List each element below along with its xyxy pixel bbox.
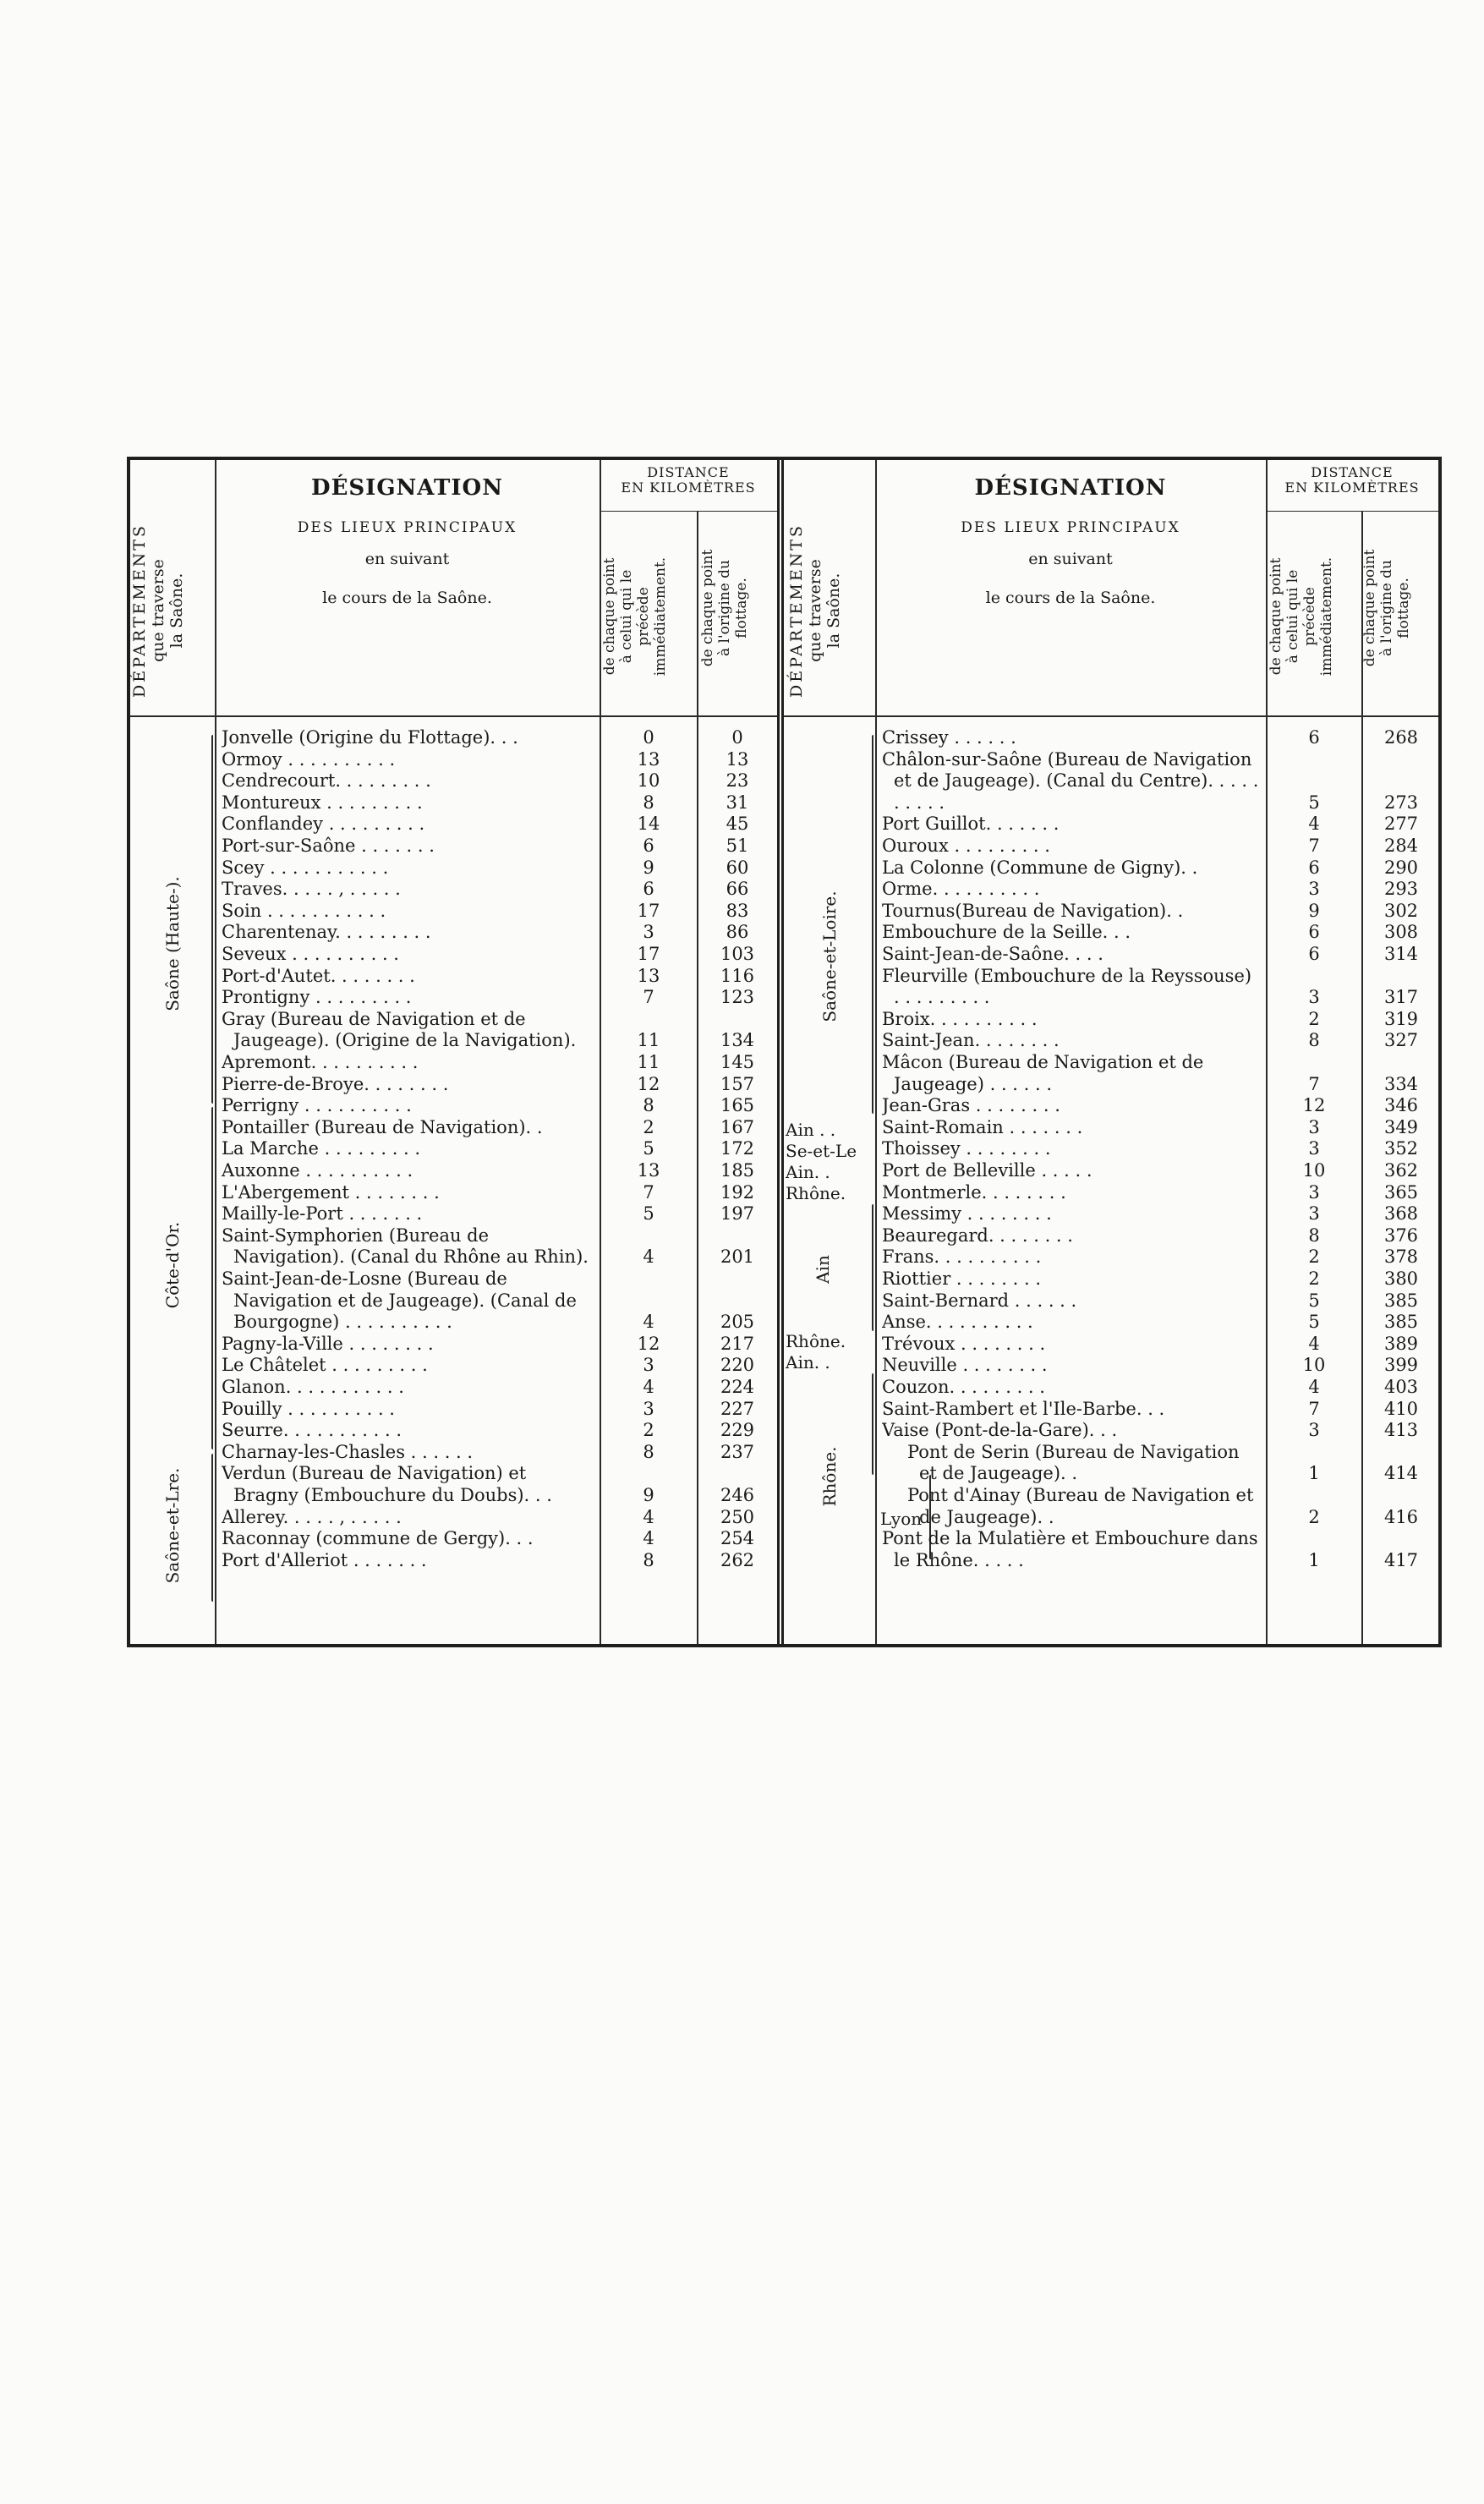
table-row: [784, 1485, 1438, 1528]
place-name: Ouroux . . . . . . . . .: [882, 836, 1050, 856]
place-name: Broix. . . . . . . . . .: [882, 1008, 1038, 1029]
table-row: [784, 1268, 1438, 1290]
table-row: [130, 1507, 777, 1529]
distance-prev: 3: [643, 922, 654, 943]
distance-prev: 6: [1308, 857, 1320, 878]
place-name: Trévoux . . . . . . . .: [882, 1333, 1046, 1354]
place-name: Port de Belleville . . . . .: [882, 1160, 1092, 1181]
distance-prev: 4: [1308, 1333, 1320, 1354]
table-row: [130, 1420, 777, 1442]
table-row: [784, 1160, 1438, 1182]
place-name: Montureux . . . . . . . . .: [222, 792, 423, 813]
place-name: Conflandey . . . . . . . . .: [222, 814, 425, 835]
distance-prev: 10: [637, 770, 660, 792]
place-name: Pagny-la-Ville . . . . . . . .: [222, 1333, 434, 1354]
table-row: [784, 966, 1438, 1009]
distance-origin: 290: [1383, 857, 1419, 878]
table-row: [784, 1399, 1438, 1421]
place-name: Saint-Jean-de-Losne (Bureau de Navigation et de Jaugeage). (Canal de Bourgogne) . . . . . . . . . .: [222, 1268, 577, 1333]
distance-prev: 6: [643, 879, 654, 900]
table-row: [130, 1377, 777, 1399]
distance-prev: 7: [643, 987, 654, 1008]
table-row: [130, 836, 777, 857]
distance-prev: 8: [1308, 1030, 1320, 1051]
table-row: [130, 1095, 777, 1117]
place-name: Gray (Bureau de Navigation et de Jaugeage). (Origine de la Navigation).: [222, 1008, 577, 1051]
dept-ain-3: Ain: [813, 1255, 833, 1284]
distance-prev: 14: [637, 814, 660, 835]
table-row: [784, 879, 1438, 901]
distance-prev: 3: [1308, 1181, 1320, 1203]
distance-prev: 3: [643, 1355, 654, 1376]
distance-header-right: DISTANCE EN KILOMÈTRES: [1284, 464, 1420, 496]
distance-origin: 317: [1383, 987, 1419, 1008]
distance-origin: 205: [720, 1312, 755, 1333]
table-row: [130, 966, 777, 988]
distance-origin: 385: [1383, 1290, 1419, 1311]
distance-origin: 334: [1383, 1073, 1419, 1094]
place-name: Couzon. . . . . . . . .: [882, 1377, 1045, 1397]
table-row: [784, 1052, 1438, 1095]
place-name: Châlon-sur-Saône (Bureau de Navigation et de Jaugeage). (Canal du Centre). . . . . . . . . .: [882, 748, 1259, 813]
table-row: [784, 1182, 1438, 1204]
place-name: Frans. . . . . . . . . .: [882, 1247, 1042, 1268]
distance-prev: 7: [643, 1181, 654, 1203]
distance-origin: 103: [720, 944, 755, 964]
distance-origin: 378: [1383, 1247, 1419, 1268]
designation-header: DÉSIGNATION DES LIEUX PRINCIPAUX en suivant le cours de la Saône.: [297, 475, 517, 607]
table-row: [130, 1203, 777, 1225]
place-name: Embouchure de la Seille. . .: [882, 922, 1131, 943]
place-name: Port-sur-Saône . . . . . . .: [222, 836, 435, 856]
table-row: [784, 1225, 1438, 1247]
table-row: [784, 1247, 1438, 1268]
distance-origin: 319: [1383, 1008, 1419, 1029]
distance-origin: 284: [1383, 836, 1419, 856]
place-name: Messimy . . . . . . . .: [882, 1203, 1052, 1225]
table-row: [130, 749, 777, 771]
distance-prev: 5: [1308, 1290, 1320, 1311]
distance-origin: 417: [1383, 1549, 1419, 1570]
distance-origin: 237: [720, 1441, 755, 1462]
distance-prev: 5: [643, 1203, 654, 1225]
distance-prev: 11: [637, 1030, 660, 1051]
distance-origin: 83: [726, 900, 749, 921]
distance-origin: 60: [726, 857, 749, 878]
dept-saone-et-loire-right: Saône-et-Loire.: [819, 890, 840, 1022]
distance-prev: 2: [1308, 1008, 1320, 1029]
place-name: Pierre-de-Broye. . . . . . . .: [222, 1073, 449, 1094]
distance-prev: 6: [1308, 727, 1320, 748]
distance-origin: 224: [720, 1377, 755, 1397]
distance-prev: 2: [643, 1116, 654, 1137]
place-name: Neuville . . . . . . . .: [882, 1355, 1048, 1376]
place-name: Cendrecourt. . . . . . . . .: [222, 770, 431, 792]
distance-origin: 157: [720, 1073, 755, 1094]
place-name: Tournus(Bureau de Navigation). .: [882, 900, 1184, 921]
distance-prev: 3: [1308, 987, 1320, 1008]
table-row: [130, 814, 777, 836]
distance-origin: 217: [720, 1333, 755, 1354]
dept-col-header-right: DÉPARTEMENTS que traverse la Saône.: [787, 523, 843, 699]
distance-origin: 403: [1383, 1377, 1419, 1397]
place-name: Riottier . . . . . . . .: [882, 1268, 1042, 1289]
table-row: [784, 1138, 1438, 1160]
table-row: [130, 1052, 777, 1074]
distance-origin: 165: [720, 1095, 755, 1116]
dept-haute-saone: Saône (Haute-).: [162, 876, 183, 1011]
distance-origin: 227: [720, 1398, 755, 1419]
table-row: [130, 1334, 777, 1356]
table-row: [784, 922, 1438, 944]
distance-origin: 31: [726, 792, 749, 813]
dept-rhone-2: Rhône.: [786, 1331, 846, 1351]
place-name: Saint-Bernard . . . . . .: [882, 1290, 1077, 1311]
table-row: [130, 1463, 777, 1506]
col-prev-header: de chaque point à celui qui le précède immédiatement.: [601, 556, 669, 677]
distance-origin: 410: [1383, 1398, 1419, 1419]
place-name: Mâcon (Bureau de Navigation et de Jaugeage) . . . . . .: [882, 1052, 1204, 1094]
place-name: Le Châtelet . . . . . . . . .: [222, 1355, 428, 1376]
place-name: Thoissey . . . . . . . .: [882, 1138, 1051, 1159]
place-name: L'Abergement . . . . . . . .: [222, 1181, 440, 1203]
table-row: [130, 879, 777, 901]
place-name: Pontailler (Bureau de Navigation). .: [222, 1116, 543, 1137]
distance-prev: 4: [643, 1528, 654, 1549]
table-row: [784, 1203, 1438, 1225]
distance-prev: 6: [1308, 944, 1320, 964]
col-orig-header: de chaque point à l'origine du flottage.: [699, 549, 750, 667]
distance-origin: 346: [1383, 1095, 1419, 1116]
distance-origin: 308: [1383, 922, 1419, 943]
dept-rhone-3: Rhône.: [819, 1446, 840, 1507]
distance-prev: 3: [1308, 1420, 1320, 1441]
dept-ain-1: Ain . .: [786, 1120, 836, 1140]
distance-prev: 17: [637, 900, 660, 921]
place-name: Glanon. . . . . . . . . . .: [222, 1377, 404, 1397]
distance-table: [127, 457, 1442, 1647]
place-name: Pouilly . . . . . . . . . .: [222, 1398, 395, 1419]
dept-saone-et-loire: Saône-et-Lre.: [162, 1467, 183, 1584]
place-name: Allerey. . . . . , . . . . .: [222, 1506, 402, 1527]
place-name: Saint-Jean-de-Saône. . . .: [882, 944, 1103, 964]
left-half: [130, 460, 777, 1644]
distance-prev: 7: [1308, 1073, 1320, 1094]
distance-prev: 10: [1302, 1160, 1326, 1181]
distance-prev: 8: [643, 1549, 654, 1570]
table-row: [784, 1009, 1438, 1031]
distance-prev: 5: [643, 1138, 654, 1159]
distance-origin: 229: [720, 1420, 755, 1441]
distance-prev: 12: [637, 1073, 660, 1094]
distance-prev: 3: [1308, 1116, 1320, 1137]
place-name: Port d'Alleriot . . . . . . .: [222, 1549, 427, 1570]
distance-prev: 13: [637, 748, 660, 770]
distance-prev: 9: [643, 857, 654, 878]
distance-origin: 116: [720, 965, 755, 986]
distance-origin: 201: [720, 1247, 755, 1268]
distance-prev: 9: [1308, 900, 1320, 921]
place-name: Saint-Rambert et l'Ile-Barbe. . .: [882, 1398, 1165, 1419]
place-name: Anse. . . . . . . . . .: [882, 1312, 1033, 1333]
table-row: [784, 727, 1438, 749]
distance-origin: 13: [726, 748, 749, 770]
place-name: Charnay-les-Chasles . . . . . .: [222, 1441, 474, 1462]
place-name: Apremont. . . . . . . . . .: [222, 1052, 419, 1072]
place-name: Montmerle. . . . . . . .: [882, 1181, 1066, 1203]
distance-prev: 5: [1308, 1312, 1320, 1333]
place-name: Pont de la Mulatière et Embouchure dans le Rhône. . . . .: [882, 1528, 1258, 1570]
table-row: [784, 1355, 1438, 1377]
table-row: [784, 1117, 1438, 1139]
place-name: Mailly-le-Port . . . . . . .: [222, 1203, 423, 1225]
distance-prev: 13: [637, 1160, 660, 1181]
distance-prev: 12: [1302, 1095, 1326, 1116]
dept-lyon: Lyon: [880, 1509, 923, 1529]
distance-prev: 1: [1308, 1463, 1320, 1484]
col-prev-header-right: de chaque point à celui qui le précède immédiatement.: [1268, 556, 1335, 677]
table-row: [130, 770, 777, 792]
distance-prev: 3: [1308, 1203, 1320, 1225]
place-name: Saint-Romain . . . . . . .: [882, 1116, 1083, 1137]
place-name: Jean-Gras . . . . . . . .: [882, 1095, 1060, 1116]
distance-origin: 293: [1383, 879, 1419, 900]
table-row: [784, 1334, 1438, 1356]
distance-origin: 413: [1383, 1420, 1419, 1441]
distance-prev: 17: [637, 944, 660, 964]
distance-origin: 45: [726, 814, 749, 835]
distance-origin: 86: [726, 922, 749, 943]
distance-origin: 246: [720, 1484, 755, 1505]
place-name: Pont d'Ainay (Bureau de Navigation et de Jaugeage). .: [907, 1485, 1254, 1527]
table-row: [784, 814, 1438, 836]
distance-prev: 10: [1302, 1355, 1326, 1376]
distance-origin: 167: [720, 1116, 755, 1137]
distance-origin: 365: [1383, 1181, 1419, 1203]
place-name: Auxonne . . . . . . . . . .: [222, 1160, 413, 1181]
middle-separator: [777, 460, 784, 1644]
distance-prev: 8: [1308, 1225, 1320, 1246]
distance-prev: 12: [637, 1333, 660, 1354]
dept-rhone-1: Rhône.: [786, 1183, 846, 1203]
dept-ain-2: Ain. .: [786, 1162, 830, 1182]
place-name: Crissey . . . . . .: [882, 727, 1016, 748]
table-row: [784, 1442, 1438, 1485]
distance-prev: 8: [643, 1095, 654, 1116]
distance-origin: 145: [720, 1052, 755, 1072]
table-row: [784, 1528, 1438, 1571]
place-name: Port-d'Autet. . . . . . . .: [222, 965, 415, 986]
table-row: [784, 1420, 1438, 1442]
place-name: Perrigny . . . . . . . . . .: [222, 1095, 412, 1116]
right-half: [784, 460, 1438, 1644]
distance-origin: 268: [1383, 727, 1419, 748]
place-name: Jonvelle (Origine du Flottage). . .: [222, 727, 518, 748]
table-row: [130, 1117, 777, 1139]
distance-prev: 3: [1308, 879, 1320, 900]
place-name: La Colonne (Commune de Gigny). .: [882, 857, 1198, 878]
place-name: Prontigny . . . . . . . . .: [222, 987, 412, 1008]
place-name: Orme. . . . . . . . . .: [882, 879, 1040, 900]
distance-prev: 4: [643, 1506, 654, 1527]
distance-origin: 250: [720, 1506, 755, 1527]
table-row: [130, 1399, 777, 1421]
table-row: [130, 987, 777, 1009]
table-row: [784, 1095, 1438, 1117]
table-row: [784, 749, 1438, 814]
place-name: Saint-Symphorien (Bureau de Navigation). (Canal du Rhône au Rhin).: [222, 1225, 589, 1268]
distance-origin: 262: [720, 1549, 755, 1570]
place-name: Ormoy . . . . . . . . . .: [222, 748, 396, 770]
distance-origin: 134: [720, 1030, 755, 1051]
table-row: [130, 1355, 777, 1377]
distance-prev: 6: [1308, 922, 1320, 943]
distance-prev: 8: [643, 1441, 654, 1462]
table-row: [784, 857, 1438, 879]
distance-prev: 4: [643, 1377, 654, 1397]
place-name: La Marche . . . . . . . . .: [222, 1138, 421, 1159]
distance-prev: 2: [1308, 1506, 1320, 1527]
distance-origin: 389: [1383, 1333, 1419, 1354]
distance-origin: 66: [726, 879, 749, 900]
place-name: Traves. . . . . , . . . . .: [222, 879, 401, 900]
distance-origin: 273: [1383, 792, 1419, 813]
distance-prev: 4: [1308, 814, 1320, 835]
place-name: Charentenay. . . . . . . . .: [222, 922, 431, 943]
designation-header-right: DÉSIGNATION DES LIEUX PRINCIPAUX en suivant le cours de la Saône.: [961, 475, 1180, 607]
table-row: [784, 901, 1438, 923]
table-row: [130, 1074, 777, 1096]
distance-prev: 2: [1308, 1268, 1320, 1289]
place-name: Soin . . . . . . . . . . .: [222, 900, 386, 921]
table-row: [130, 1550, 777, 1572]
table-row: [130, 1225, 777, 1268]
place-name: Pont de Serin (Bureau de Navigation et de Jaugeage). .: [907, 1441, 1240, 1484]
distance-origin: 368: [1383, 1203, 1419, 1225]
distance-prev: 3: [643, 1398, 654, 1419]
distance-origin: 51: [726, 836, 749, 856]
distance-prev: 13: [637, 965, 660, 986]
distance-prev: 5: [1308, 792, 1320, 813]
table-row: [130, 1528, 777, 1550]
table-row: [130, 901, 777, 923]
table-row: [130, 1182, 777, 1204]
table-row: [784, 1030, 1438, 1052]
distance-origin: 362: [1383, 1160, 1419, 1181]
distance-origin: 327: [1383, 1030, 1419, 1051]
distance-prev: 4: [643, 1247, 654, 1268]
distance-prev: 8: [643, 792, 654, 813]
table-row: [784, 1290, 1438, 1312]
distance-prev: 1: [1308, 1549, 1320, 1570]
distance-origin: 376: [1383, 1225, 1419, 1246]
distance-origin: 314: [1383, 944, 1419, 964]
distance-prev: 6: [643, 836, 654, 856]
distance-origin: 172: [720, 1138, 755, 1159]
distance-origin: 197: [720, 1203, 755, 1225]
place-name: Saint-Jean. . . . . . . .: [882, 1030, 1060, 1051]
distance-origin: 349: [1383, 1116, 1419, 1137]
table-row: [130, 922, 777, 944]
distance-prev: 4: [1308, 1377, 1320, 1397]
distance-origin: 414: [1383, 1463, 1419, 1484]
table-row: [130, 792, 777, 814]
distance-origin: 416: [1383, 1506, 1419, 1527]
place-name: Port Guillot. . . . . . .: [882, 814, 1060, 835]
distance-prev: 11: [637, 1052, 660, 1072]
place-name: Scey . . . . . . . . . . .: [222, 857, 389, 878]
place-name: Beauregard. . . . . . . .: [882, 1225, 1073, 1246]
distance-origin: 302: [1383, 900, 1419, 921]
distance-origin: 220: [720, 1355, 755, 1376]
distance-prev: 4: [643, 1312, 654, 1333]
table-row: [784, 1377, 1438, 1399]
distance-prev: 7: [1308, 836, 1320, 856]
table-row: [784, 836, 1438, 857]
distance-prev: 9: [643, 1484, 654, 1505]
distance-origin: 277: [1383, 814, 1419, 835]
distance-prev: 2: [1308, 1247, 1320, 1268]
table-row: [130, 1442, 777, 1464]
distance-origin: 123: [720, 987, 755, 1008]
table-row: [130, 857, 777, 879]
distance-origin: 254: [720, 1528, 755, 1549]
place-name: Raconnay (commune de Gergy). . .: [222, 1528, 534, 1549]
dept-se-et-le: Se-et-Le: [786, 1141, 857, 1161]
distance-origin: 23: [726, 770, 749, 792]
dept-col-header: DÉPARTEMENTS que traverse la Saône.: [130, 523, 186, 699]
distance-origin: 185: [720, 1160, 755, 1181]
distance-origin: 399: [1383, 1355, 1419, 1376]
place-name: Fleurville (Embouchure de la Reyssouse) . . . . . . . . .: [882, 965, 1252, 1008]
table-row: [130, 1160, 777, 1182]
distance-prev: 0: [643, 727, 654, 748]
dept-ain-4: Ain. .: [786, 1352, 830, 1373]
distance-origin: 192: [720, 1181, 755, 1203]
distance-origin: 0: [731, 727, 743, 748]
table-row: [130, 944, 777, 966]
place-name: Verdun (Bureau de Navigation) et Bragny (Embouchure du Doubs). . .: [222, 1463, 552, 1505]
place-name: Seveux . . . . . . . . . .: [222, 944, 399, 964]
table-row: [130, 1268, 777, 1334]
place-name: Vaise (Pont-de-la-Gare). . .: [882, 1420, 1118, 1441]
distance-origin: 385: [1383, 1312, 1419, 1333]
distance-origin: 380: [1383, 1268, 1419, 1289]
dept-cote-dor: Côte-d'Or.: [162, 1221, 183, 1309]
place-name: Seurre. . . . . . . . . . .: [222, 1420, 402, 1441]
col-orig-header-right: de chaque point à l'origine du flottage.: [1361, 549, 1412, 667]
distance-prev: 2: [643, 1420, 654, 1441]
distance-prev: 3: [1308, 1138, 1320, 1159]
table-row: [130, 1138, 777, 1160]
table-row: [130, 1009, 777, 1052]
table-row: [784, 944, 1438, 966]
table-row: [784, 1312, 1438, 1334]
table-row: [130, 727, 777, 749]
distance-prev: 7: [1308, 1398, 1320, 1419]
distance-origin: 352: [1383, 1138, 1419, 1159]
distance-header: DISTANCE EN KILOMÈTRES: [621, 464, 756, 496]
